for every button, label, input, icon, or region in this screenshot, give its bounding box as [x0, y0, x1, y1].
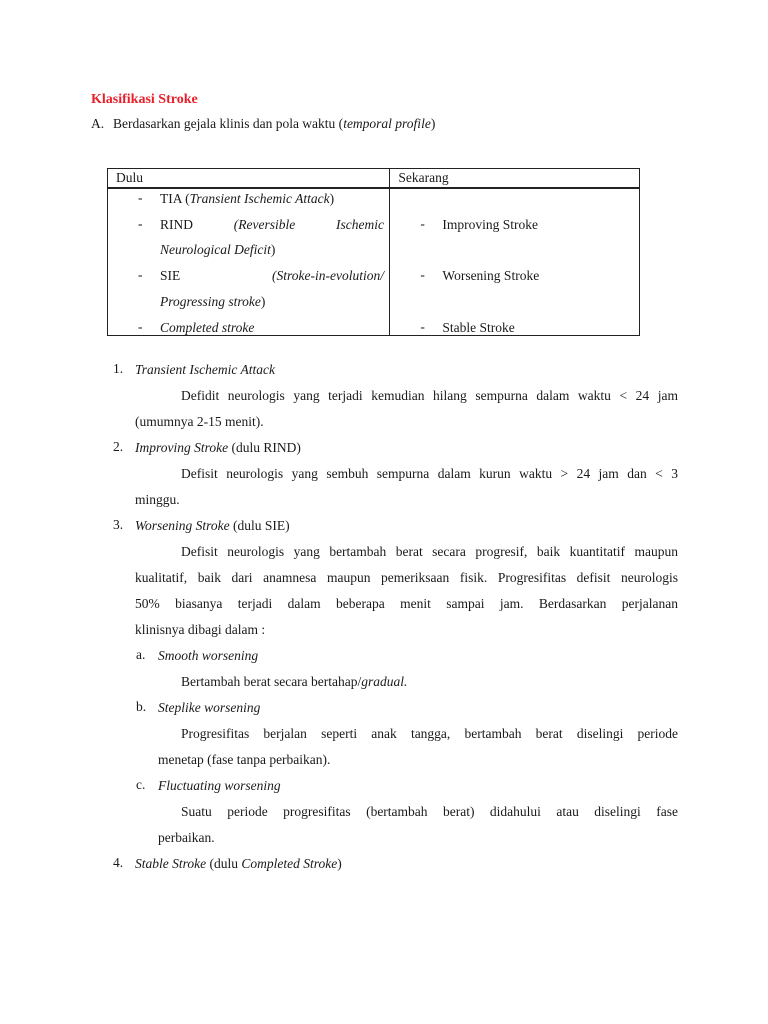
subitem-c-text-line1: Suatu periode progresifitas (bertambah berat) didahului atau diselingi fase [181, 804, 678, 819]
item-1-text-line2: (umumnya 2-15 menit). [135, 414, 264, 429]
section-a-letter: A. [91, 116, 105, 131]
item-3-text-line2: kualitatif, baik dari anamnesa maupun pemeriksaan fisik. Progresifitas defisit neurologis [135, 570, 678, 585]
dulu-sie-cont: Progressing stroke) [160, 294, 266, 309]
item-4-heading: Stable Stroke (dulu Completed Stroke) [135, 856, 342, 871]
page-title: Klasifikasi Stroke [91, 92, 198, 107]
dulu-cell [108, 188, 390, 336]
subitem-letter: a. [136, 647, 146, 662]
item-1-heading: Transient Ischemic Attack [135, 362, 275, 377]
section-a-text: Berdasarkan gejala klinis dan pola waktu ( [113, 116, 344, 131]
section-a-heading [91, 116, 435, 132]
subitem-letter: c. [136, 777, 146, 792]
sekarang-stable: Stable Stroke [442, 320, 515, 335]
dash: - [420, 267, 425, 282]
item-3-text-line1: Defisit neurologis yang bertambah berat secara progresif, baik kuantitatif maupun [181, 544, 678, 559]
item-number: 4. [113, 855, 124, 870]
subitem-a-text: Bertambah berat secara bertahap/gradual. [181, 674, 408, 689]
item-3-text-line4: klinisnya dibagi dalam : [135, 622, 266, 637]
classification-table [107, 168, 640, 336]
subitem-b-text-line1: Progresifitas berjalan seperti anak tangga, bertambah berat diselingi periode [181, 726, 678, 741]
dulu-rind: RIND (Reversible Ischemic [160, 217, 384, 232]
section-a-text-end: ) [430, 116, 436, 131]
item-number: 3. [113, 517, 124, 532]
dash: - [138, 267, 143, 282]
item-3-text-line3: 50% biasanya terjadi dalam beberapa menit sampai jam. Berdasarkan perjalanan [135, 596, 678, 611]
dulu-tia: TIA (Transient Ischemic Attack) [160, 191, 335, 206]
item-2-text-line1: Defisit neurologis yang sembuh sempurna dalam kurun waktu > 24 jam dan < 3 [181, 466, 678, 481]
item-2-text-line2: minggu. [135, 492, 180, 507]
item-2-heading: Improving Stroke (dulu RIND) [135, 440, 301, 455]
subitem-letter: b. [136, 699, 147, 714]
dash: - [420, 319, 425, 334]
item-1-text-line1: Defidit neurologis yang terjadi kemudian hilang sempurna dalam waktu < 24 jam [181, 388, 678, 403]
sekarang-worsening: Worsening Stroke [442, 268, 540, 283]
dulu-completed: Completed stroke [160, 320, 255, 335]
subitem-b-heading: Steplike worsening [158, 700, 261, 715]
item-number: 1. [113, 361, 124, 376]
subitem-c-text-line2: perbaikan. [158, 830, 215, 845]
section-a-italic: temporal profile [343, 116, 431, 131]
sekarang-cell [390, 188, 640, 336]
header-sekarang: Sekarang [390, 169, 640, 189]
dulu-rind-cont: Neurological Deficit) [160, 242, 276, 257]
subitem-a-heading: Smooth worsening [158, 648, 259, 663]
item-number: 2. [113, 439, 124, 454]
subitem-b-text-line2: menetap (fase tanpa perbaikan). [158, 752, 331, 767]
dash: - [138, 190, 143, 205]
item-3-heading: Worsening Stroke (dulu SIE) [135, 518, 290, 533]
header-dulu: Dulu [108, 169, 390, 189]
dash: - [138, 216, 143, 231]
subitem-c-heading: Fluctuating worsening [158, 778, 281, 793]
sekarang-improving: Improving Stroke [442, 217, 539, 232]
dulu-sie: SIE (Stroke-in-evolution/ [160, 268, 384, 283]
dash: - [420, 216, 425, 231]
dash: - [138, 319, 143, 334]
